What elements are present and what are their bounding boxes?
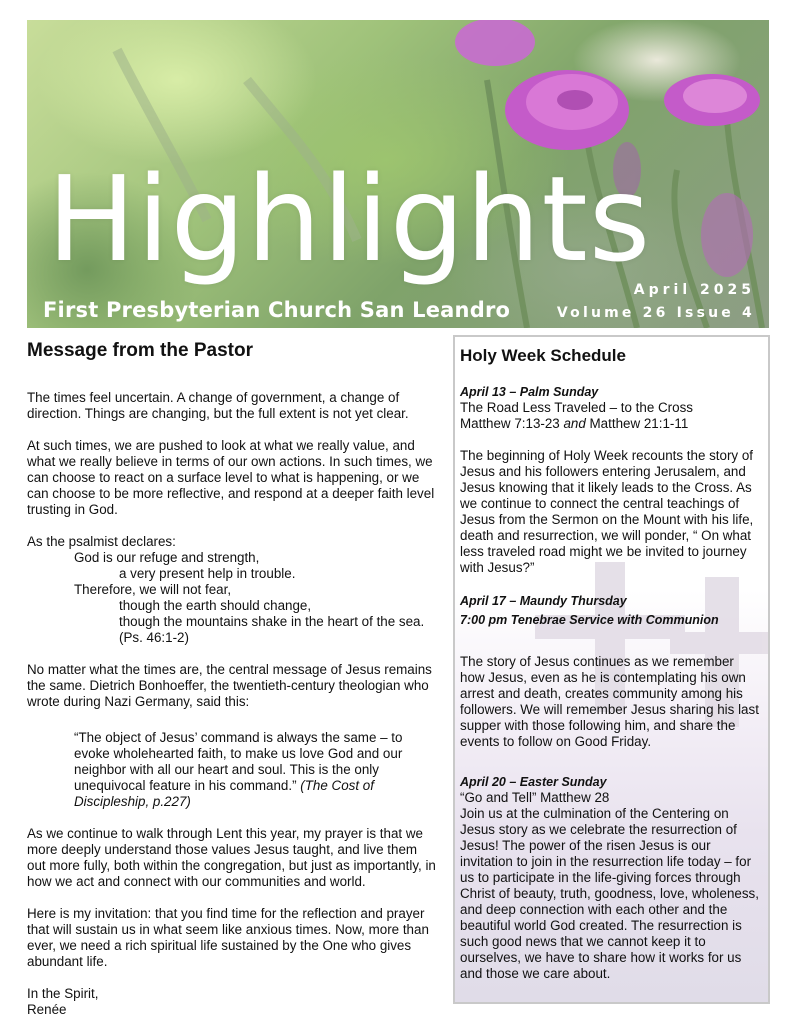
ref-and: and bbox=[563, 416, 586, 431]
palm-sunday-reference bbox=[460, 416, 762, 432]
ref-a: Matthew 7:13-23 bbox=[460, 416, 564, 431]
palm-sunday-label: April 13 – Palm Sunday bbox=[460, 385, 599, 399]
schedule-heading: Holy Week Schedule bbox=[460, 346, 626, 365]
psalm-line: though the earth should change, bbox=[119, 598, 312, 613]
tenebrae-service: 7:00 pm Tenebrae Service with Communion bbox=[460, 613, 719, 627]
church-name: First Presbyterian Church San Leandro bbox=[43, 298, 511, 322]
pink-flower-top bbox=[455, 20, 535, 66]
sign-off bbox=[27, 986, 437, 1018]
palm-sunday-title: The Road Less Traveled – to the Cross bbox=[460, 400, 693, 415]
pastor-paragraph-5: Here is my invitation: that you find time for the reflection and prayer that will sustain us in what seem like anxious times. Now, more than ever, we need a rich spiritual life sustained by the One who gives abundant life. bbox=[27, 906, 429, 969]
psalm-line: though the mountains shake in the heart of the sea. (Ps. 46:1-2) bbox=[119, 614, 425, 645]
palm-sunday-body: The beginning of Holy Week recounts the story of Jesus and his followers entering Jerusalem, and Jesus knowing that it likely leads to the Cross. As we continue to connect the central teachings of Jesus from the Sermon on the Mount with his life, death and resurrection, we will ponder, “ On what less traveled road might we be invited to journey with Jesus?” bbox=[460, 448, 754, 575]
issue-date: April 2025 bbox=[633, 282, 755, 298]
pastor-paragraph-3: No matter what the times are, the central message of Jesus remains the same. Dietrich Bonhoeffer, the twentieth-century theologian who wrote during Nazi Germany, said this: bbox=[27, 662, 432, 709]
holy-week-schedule bbox=[453, 335, 770, 1004]
maundy-thursday-label: April 17 – Maundy Thursday bbox=[460, 594, 627, 608]
ref-b: Matthew 21:1-11 bbox=[585, 416, 689, 431]
pastor-message bbox=[27, 340, 437, 1018]
pastor-heading: Message from the Pastor bbox=[27, 340, 253, 361]
psalm-intro: As the psalmist declares: bbox=[27, 534, 176, 549]
psalm-block bbox=[27, 534, 437, 646]
pastor-paragraph-4: As we continue to walk through Lent this year, my prayer is that we more deeply understand those values Jesus taught, and live them out more fully, both within the congregation, but just as importantly, in how we act and connect with our communities and world. bbox=[27, 826, 436, 889]
easter-sunday-label: April 20 – Easter Sunday bbox=[460, 775, 607, 789]
psalm-line: God is our refuge and strength, bbox=[74, 550, 260, 565]
issue-volume: Volume 26 Issue 4 bbox=[556, 305, 755, 321]
quote-source: (The Cost of Discipleship, p.227) bbox=[74, 778, 374, 809]
bonhoeffer-quote bbox=[27, 730, 437, 810]
quote-text: “The object of Jesus’ command is always the same – to evoke wholehearted faith, to make us love God and our neighbor with all our heart and soul. This is the only unequivocal feature in his command.” bbox=[74, 730, 403, 793]
pink-flower-large bbox=[505, 70, 629, 150]
newsletter-title: Highlights bbox=[47, 150, 652, 288]
psalm-line: a very present help in trouble. bbox=[119, 566, 296, 581]
pastor-paragraph-1: The times feel uncertain. A change of government, a change of direction. Things are changing, but the full extent is not yet clear. bbox=[27, 390, 409, 421]
masthead-banner bbox=[27, 20, 769, 328]
closing: In the Spirit, bbox=[27, 986, 99, 1001]
easter-sunday-body: Join us at the culmination of the Centering on Jesus story as we celebrate the resurrection of Jesus! The power of the risen Jesus is our invitation to join in the resurrection life today – for us to participate in the life-giving forces through Christ of beauty, truth, goodness, love, wholeness, and deep connection with each other and the beautiful world God created. The resurrection is such good news that we cannot keep it to ourselves, we have to share how it works for us and those we care about. bbox=[460, 806, 759, 981]
psalm-line: Therefore, we will not fear, bbox=[74, 582, 232, 597]
pastor-paragraph-2: At such times, we are pushed to look at what we really value, and what we really believe in terms of our own actions. In such times, we can choose to react on a surface level to what is happening, or we can choose to be more reflective, and respond at a deeper faith level trusting in God. bbox=[27, 438, 435, 517]
signature: Renée bbox=[27, 1002, 67, 1017]
easter-sunday-title: “Go and Tell” Matthew 28 bbox=[460, 790, 610, 805]
pink-flower-right bbox=[664, 74, 760, 126]
maundy-thursday-body: The story of Jesus continues as we remember how Jesus, even as he is contemplating his own arrest and death, creates community among his followers. We will remember Jesus sharing his last supper with those following him, and share the events to follow on Good Friday. bbox=[460, 654, 759, 749]
